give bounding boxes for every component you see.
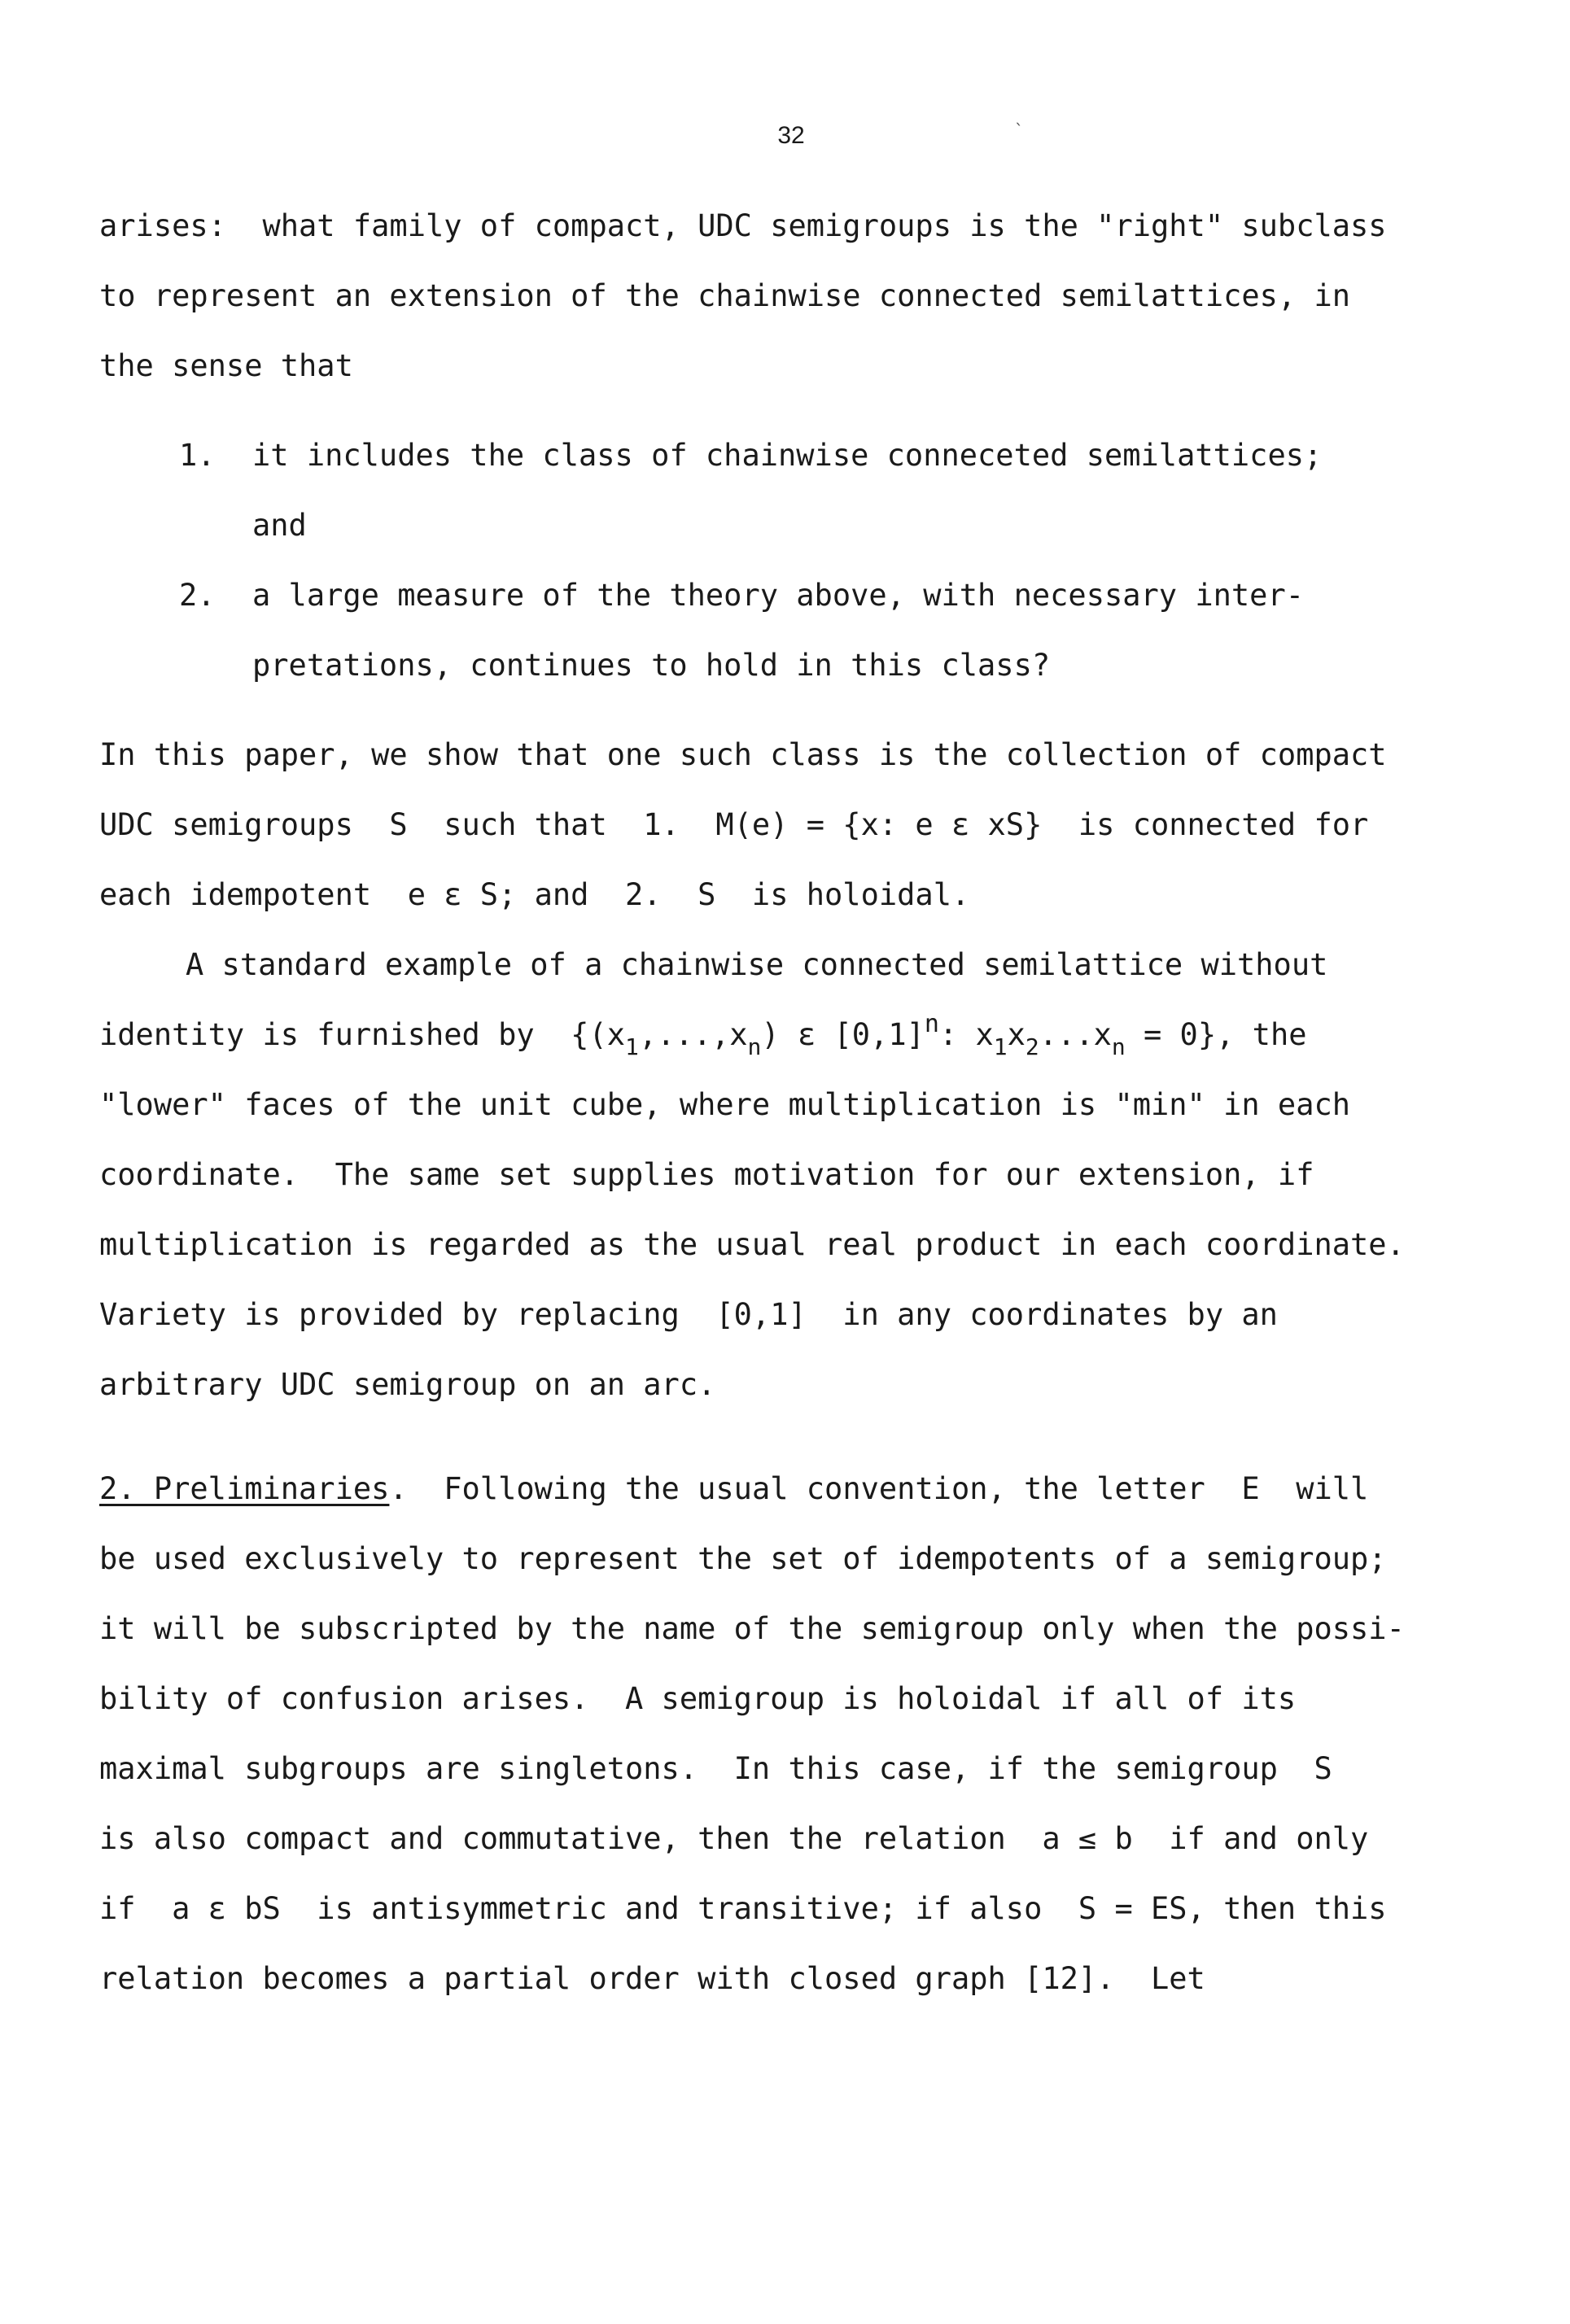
subscript: n	[747, 1033, 762, 1060]
superscript: n	[924, 1010, 939, 1038]
section-heading: 2. Preliminaries	[99, 1471, 390, 1506]
section-heading-line	[99, 1470, 1368, 1508]
list-item-1-line-2: and	[252, 508, 307, 543]
subscript: 2	[1025, 1033, 1039, 1060]
subscript: 1	[993, 1033, 1008, 1060]
stray-mark: `	[1014, 120, 1025, 140]
text-line: bility of confusion arises. A semigroup is holoidal if all of its	[99, 1681, 1297, 1716]
text-line: it will be subscripted by the name of the semigroup only when the possi-	[99, 1611, 1405, 1646]
subscript: 1	[625, 1033, 639, 1060]
formula-line	[99, 1010, 1307, 1060]
formula-text: x	[1007, 1017, 1026, 1052]
paragraph-first-line: A standard example of a chainwise connected semilattice without	[186, 947, 1328, 982]
text-line: each idempotent e ε S; and 2. S is holoidal.	[99, 877, 970, 912]
list-number-1: 1.	[179, 438, 216, 473]
text-line: the sense that	[99, 348, 353, 383]
text-line: In this paper, we show that one such class is the collection of compact	[99, 737, 1387, 772]
formula-text: ...x	[1039, 1017, 1112, 1052]
text-line: multiplication is regarded as the usual real product in each coordinate.	[99, 1227, 1405, 1262]
list-item-1-line-1: it includes the class of chainwise conneceted semilattices;	[252, 438, 1323, 473]
formula-text: = 0}, the	[1125, 1017, 1307, 1052]
text-line: if a ε bS is antisymmetric and transitive; if also S = ES, then this	[99, 1891, 1387, 1926]
text-line: UDC semigroups S such that 1. M(e) = {x: e ε xS} is connected for	[99, 807, 1369, 842]
text-line: is also compact and commutative, then the relation a ≤ b if and only	[99, 1821, 1369, 1856]
list-number-2: 2.	[179, 578, 216, 613]
text-line: arises: what family of compact, UDC semigroups is the "right" subclass	[99, 208, 1387, 243]
section-heading-rest: . Following the usual convention, the letter E will	[389, 1471, 1369, 1506]
text-line: coordinate. The same set supplies motivation for our extension, if	[99, 1157, 1314, 1192]
formula-text: identity is furnished by {(x	[99, 1017, 626, 1052]
subscript: n	[1111, 1033, 1126, 1060]
page-number: 32	[777, 122, 805, 149]
text-line: to represent an extension of the chainwise connected semilattices, in	[99, 278, 1351, 313]
text-line: "lower" faces of the unit cube, where multiplication is "min" in each	[99, 1087, 1351, 1122]
text-line: maximal subgroups are singletons. In this case, if the semigroup S	[99, 1751, 1332, 1786]
formula-text: ) ε [0,1]	[761, 1017, 925, 1052]
list-item-2-line-1: a large measure of the theory above, with necessary inter-	[252, 578, 1305, 613]
text-line: arbitrary UDC semigroup on an arc.	[99, 1367, 716, 1402]
list-item-2-line-2: pretations, continues to hold in this class?	[252, 648, 1051, 683]
text-line: Variety is provided by replacing [0,1] in any coordinates by an	[99, 1297, 1278, 1332]
text-line: be used exclusively to represent the set of idempotents of a semigroup;	[99, 1541, 1387, 1576]
formula-text: ,...,x	[638, 1017, 748, 1052]
text-line: relation becomes a partial order with closed graph [12]. Let	[99, 1961, 1205, 1996]
formula-text: : x	[938, 1017, 994, 1052]
